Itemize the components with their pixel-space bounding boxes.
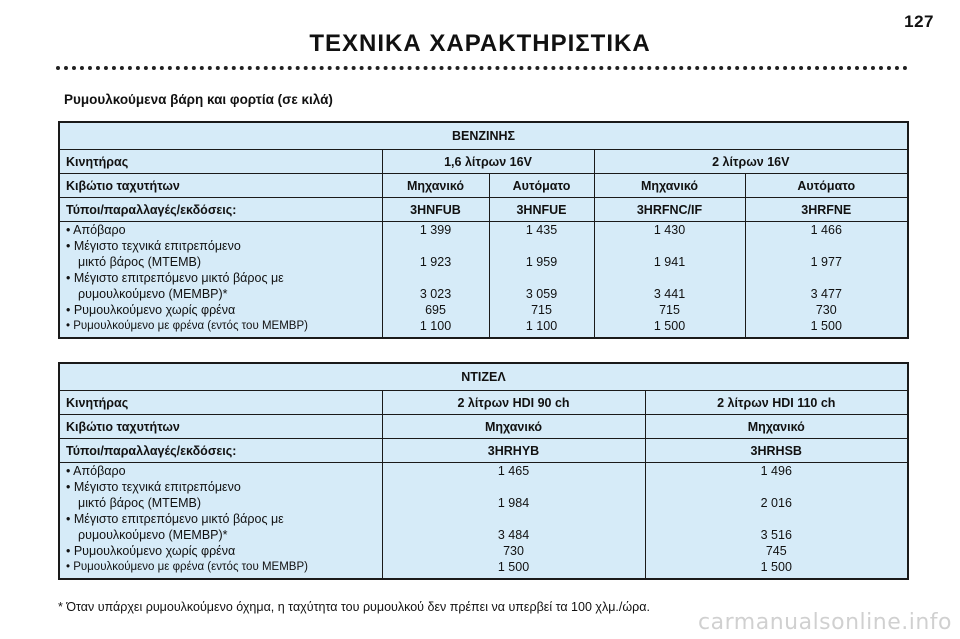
dotted-divider bbox=[56, 66, 908, 70]
gearbox-label: Κιβώτιο ταχυτήτων bbox=[59, 415, 382, 439]
types-row bbox=[59, 198, 908, 222]
memb-value: 3 023 bbox=[419, 287, 452, 301]
tare-value: 1 435 bbox=[525, 223, 558, 237]
types-label: Τύποι/παραλλαγές/εκδόσεις: bbox=[59, 439, 382, 463]
type-code-cell: 3HRFNE bbox=[745, 198, 908, 222]
braked-value: 1 100 bbox=[419, 319, 452, 333]
memb-value: 3 477 bbox=[810, 287, 842, 301]
weight-values-cell bbox=[489, 222, 594, 339]
type-code-cell: 3HRFNC/IF bbox=[594, 198, 745, 222]
unbraked-value: 730 bbox=[815, 303, 837, 317]
weight-labels-cell bbox=[59, 463, 382, 580]
section-subtitle: Ρυμουλκούμενα βάρη και φορτία (σε κιλά) bbox=[64, 92, 333, 107]
braked-label: • Ρυμουλκούμενο με φρένα (εντός του ΜΕΜΒΡ) bbox=[66, 561, 308, 573]
tare-value: 1 465 bbox=[497, 464, 530, 478]
tare-value: 1 430 bbox=[653, 223, 686, 237]
engine-cell: 1,6 λίτρων 16V bbox=[382, 150, 594, 174]
gearbox-row bbox=[59, 415, 908, 439]
memb-value: 3 059 bbox=[525, 287, 558, 301]
weight-values-cell bbox=[645, 463, 908, 580]
braked-value: 1 500 bbox=[760, 560, 792, 574]
unbraked-label: • Ρυμουλκούμενο χωρίς φρένα bbox=[66, 544, 236, 558]
engine-cell: 2 λίτρων 16V bbox=[594, 150, 908, 174]
page-title: ΤΕΧΝΙΚΑ ΧΑΡΑΚΤΗΡΙΣΤΙΚΑ bbox=[309, 30, 651, 57]
mtemb-value: 1 977 bbox=[810, 255, 842, 269]
mtemb-value: 1 984 bbox=[497, 496, 530, 510]
types-row bbox=[59, 439, 908, 463]
mtemb-value: 2 016 bbox=[760, 496, 792, 510]
types-label: Τύποι/παραλλαγές/εκδόσεις: bbox=[59, 198, 382, 222]
weight-values-cell bbox=[745, 222, 908, 339]
mtemb-value: 1 941 bbox=[653, 255, 686, 269]
memb-value: 3 441 bbox=[653, 287, 686, 301]
weights-row bbox=[59, 463, 908, 580]
footnote: * Όταν υπάρχει ρυμουλκούμενο όχημα, η ταχύτητα του ρυμουλκού δεν πρέπει να υπερβεί τα 100 χλμ./ώρα. bbox=[58, 600, 650, 614]
gearbox-cell: Μηχανικό bbox=[645, 415, 908, 439]
mtemb-label: • Μέγιστο τεχνικά επιτρεπόμενο bbox=[66, 239, 241, 253]
type-code-cell: 3HNFUB bbox=[382, 198, 489, 222]
unbraked-label: • Ρυμουλκούμενο χωρίς φρένα bbox=[66, 303, 236, 317]
memb-value: 3 516 bbox=[760, 528, 792, 542]
mtemb-value: 1 959 bbox=[525, 255, 558, 269]
weight-values-cell bbox=[382, 463, 645, 580]
gearbox-cell: Μηχανικό bbox=[382, 415, 645, 439]
weight-values-cell bbox=[594, 222, 745, 339]
gearbox-label: Κιβώτιο ταχυτήτων bbox=[59, 174, 382, 198]
memb-label-cont: ρυμουλκούμενο (ΜΕΜΒΡ)* bbox=[78, 287, 228, 301]
gearbox-cell: Αυτόματο bbox=[489, 174, 594, 198]
engine-row bbox=[59, 150, 908, 174]
engine-cell: 2 λίτρων HDI 110 ch bbox=[645, 391, 908, 415]
engine-cell: 2 λίτρων HDI 90 ch bbox=[382, 391, 645, 415]
unbraked-value: 715 bbox=[659, 303, 680, 317]
diesel-heading: ΝΤΙΖΕΛ bbox=[59, 363, 908, 391]
tare-label: • Απόβαρο bbox=[66, 223, 126, 237]
memb-value: 3 484 bbox=[497, 528, 530, 542]
diesel-spec-table bbox=[58, 362, 909, 580]
gearbox-cell: Μηχανικό bbox=[594, 174, 745, 198]
mtemb-label: • Μέγιστο τεχνικά επιτρεπόμενο bbox=[66, 480, 241, 494]
tare-value: 1 399 bbox=[419, 223, 452, 237]
watermark: carmanualsonline.info bbox=[698, 610, 952, 635]
unbraked-value: 715 bbox=[531, 303, 552, 317]
type-code-cell: 3HRHYB bbox=[382, 439, 645, 463]
unbraked-value: 695 bbox=[425, 303, 446, 317]
tare-value: 1 496 bbox=[760, 464, 792, 478]
memb-label: • Μέγιστο επιτρεπόμενο μικτό βάρος με bbox=[66, 512, 284, 526]
memb-label-cont: ρυμουλκούμενο (ΜΕΜΒΡ)* bbox=[78, 528, 228, 542]
weight-values-cell bbox=[382, 222, 489, 339]
mtemb-label-cont: μικτό βάρος (ΜΤΕΜΒ) bbox=[78, 255, 202, 269]
table-section-heading-row bbox=[59, 122, 908, 150]
weight-labels-cell bbox=[59, 222, 382, 339]
tare-value: 1 466 bbox=[810, 223, 842, 237]
page-number: 127 bbox=[904, 12, 934, 31]
braked-value: 1 100 bbox=[525, 319, 558, 333]
mtemb-value: 1 923 bbox=[419, 255, 452, 269]
engine-label: Κινητήρας bbox=[59, 150, 382, 174]
type-code-cell: 3HRHSB bbox=[645, 439, 908, 463]
braked-value: 1 500 bbox=[497, 560, 530, 574]
tare-label: • Απόβαρο bbox=[66, 464, 126, 478]
type-code-cell: 3HNFUE bbox=[489, 198, 594, 222]
mtemb-label-cont: μικτό βάρος (ΜΤΕΜΒ) bbox=[78, 496, 202, 510]
memb-label: • Μέγιστο επιτρεπόμενο μικτό βάρος με bbox=[66, 271, 284, 285]
weights-row bbox=[59, 222, 908, 339]
unbraked-value: 730 bbox=[503, 544, 524, 558]
table-section-heading-row bbox=[59, 363, 908, 391]
engine-row bbox=[59, 391, 908, 415]
petrol-spec-table bbox=[58, 121, 909, 339]
gearbox-cell: Μηχανικό bbox=[382, 174, 489, 198]
braked-value: 1 500 bbox=[653, 319, 686, 333]
braked-label: • Ρυμουλκούμενο με φρένα (εντός του ΜΕΜΒΡ) bbox=[66, 320, 308, 332]
braked-value: 1 500 bbox=[810, 319, 842, 333]
gearbox-row bbox=[59, 174, 908, 198]
gearbox-cell: Αυτόματο bbox=[745, 174, 908, 198]
petrol-heading: ΒΕΝΖΙΝΗΣ bbox=[59, 122, 908, 150]
engine-label: Κινητήρας bbox=[59, 391, 382, 415]
unbraked-value: 745 bbox=[765, 544, 787, 558]
